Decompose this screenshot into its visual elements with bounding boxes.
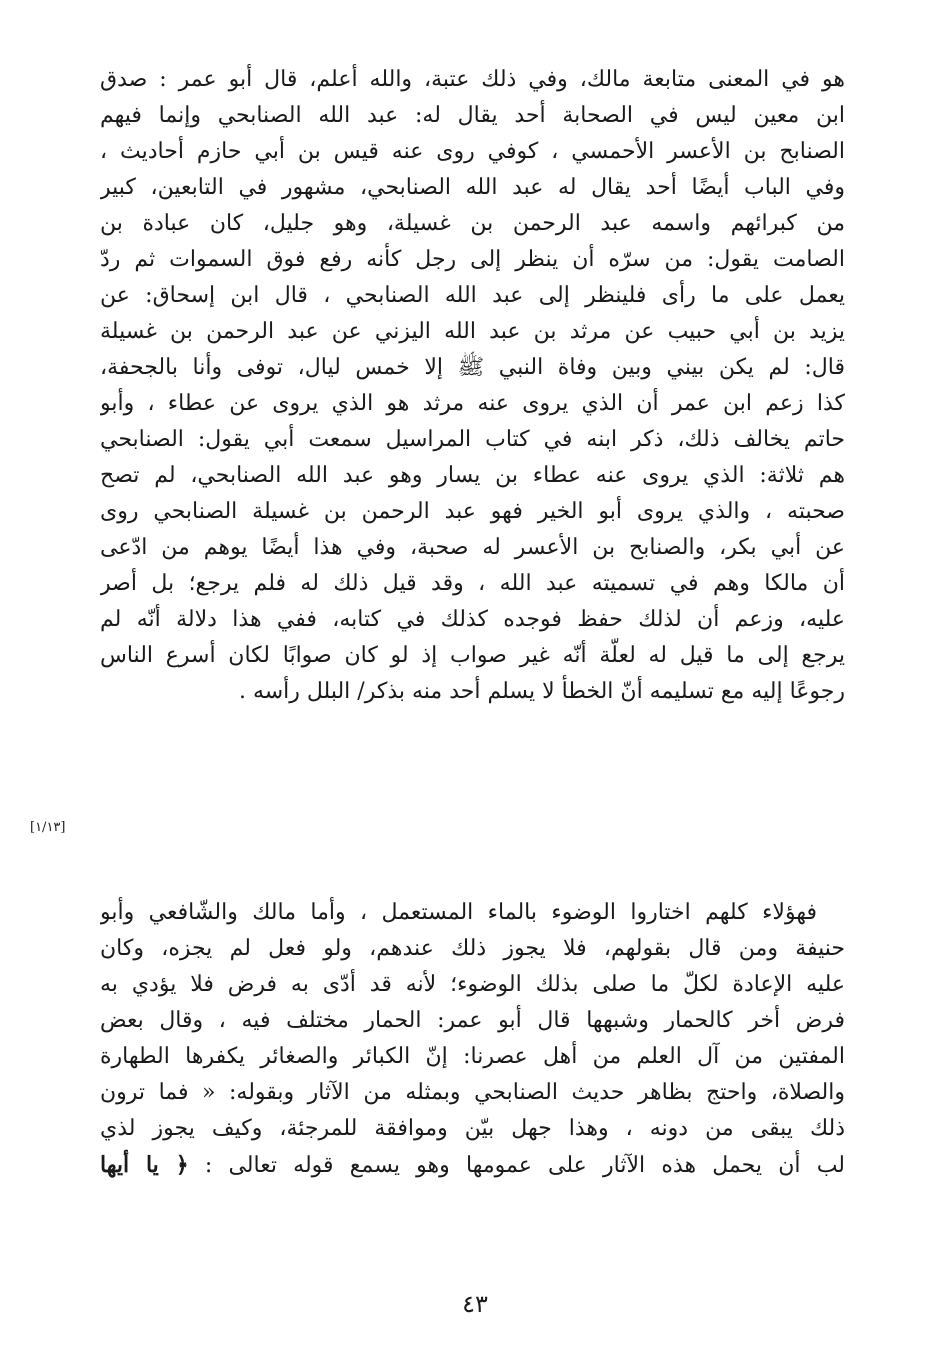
text-line: عليه الإعادة لكلّ ما صلى بذلك الوضوء؛ لأنه قد أدّى به فرض فلا يؤدي به	[100, 972, 845, 997]
text-line: حاتم يخالف ذلك، ذكر ابنه في كتاب المراسيل سمعت أبي يقول: الصنابحي	[100, 427, 845, 452]
text-line: يرجع إلى ما قيل له لعلّة أنّه غير صواب إذ لو كان صوابًا لكان أسرع الناس	[100, 643, 845, 668]
text-line: المفتين من آل العلم من أهل عصرنا: إنّ الكبائر والصغائر يكفرها الطهارة	[100, 1044, 845, 1069]
text-line: يزيد بن أبي حبيب عن مرثد بن عبد الله اليزني عن عبد الرحمن بن غسيلة	[100, 319, 845, 344]
quran-quote-opening: ﴿ يا أيها	[100, 1152, 189, 1178]
paragraph-2	[100, 895, 845, 1183]
text-line: فهؤلاء كلهم اختاروا الوضوء بالماء المستعمل ، وأما مالك والشّافعي وأبو	[100, 900, 817, 925]
text-line: وفي الباب أيضًا أحد يقال له عبد الله الصنابحي، مشهور في التابعين، كبير	[100, 175, 845, 200]
page-number: ٤٣	[462, 1290, 488, 1318]
text-line: عليه، وزعم أن لذلك حفظ فوجده كذلك في كتابه، ففي هذا دلالة أنّه لم	[100, 607, 845, 632]
text-line: فرض أخر كالحمار وشبهها قال أبو عمر: الحمار مختلف فيه ، وقال بعض	[100, 1008, 845, 1033]
text-line: قال: لم يكن بيني وبين وفاة النبي ﷺ إلا خمس ليال، توفى وأنا بالجحفة،	[100, 355, 845, 380]
text-line: الصنابح بن الأعسر الأحمسي ، كوفي روى عنه قيس بن أبي حازم أحاديث ،	[100, 139, 845, 164]
text-line: هو في المعنى متابعة مالك، وفي ذلك عتبة، والله أعلم، قال أبو عمر : صدق	[100, 67, 845, 92]
text-line: يعمل على ما رأى فلينظر إلى عبد الله الصنابحي ، قال ابن إسحاق: عن	[100, 283, 845, 308]
text-segment: لب أن يحمل هذه الآثار على عمومها وهو يسمع قوله تعالى :	[204, 1153, 845, 1178]
text-line: ابن معين ليس في الصحابة أحد يقال له: عبد الله الصنابحي وإنما فيهم	[100, 103, 845, 128]
text-line: من كبرائهم واسمه عبد الرحمن بن غسيلة، وهو جليل، كان عبادة بن	[100, 211, 845, 236]
text-line: هم ثلاثة: الذي يروى عنه عطاء بن يسار وهو عبد الله الصنابحي، لم تصح	[100, 463, 845, 488]
text-line: عن أبي بكر، والصنابح بن الأعسر له صحبة، وفي هذا أيضًا يوهم من ادّعى	[100, 535, 845, 560]
text-line: رجوعًا إليه مع تسليمه أنّ الخطأ لا يسلم أحد منه بذكر/ البلل رأسه .	[238, 679, 845, 704]
text-line: أن مالكا وهم في تسميته عبد الله ، وقد قيل ذلك له فلم يرجع؛ بل أصر	[100, 571, 845, 596]
paragraph-1	[100, 62, 845, 710]
text-line: صحبته ، والذي يروى أبو الخير فهو عبد الرحمن بن غسيلة الصنابحي روى	[100, 499, 845, 524]
text-line: ذلك يبقى من دونه ، وهذا جهل بيّن وموافقة للمرجئة، وكيف يجوز لذي	[100, 1116, 845, 1141]
text-line: الصامت يقول: من سرّه أن ينظر إلى رجل كأنه رفع فوق السموات ثم ردّ	[100, 247, 845, 272]
text-line-with-quran-opening	[100, 1147, 845, 1183]
text-line: حنيفة ومن قال بقولهم، فلا يجوز ذلك عندهم، ولو فعل لم يجزه، وكان	[100, 936, 845, 961]
text-line: والصلاة، واحتج بظاهر حديث الصنابحي وبمثله من الآثار وبقوله: « فما ترون	[100, 1080, 845, 1105]
margin-reference: [١/١٣]	[30, 820, 66, 835]
text-line: كذا زعم ابن عمر أن الذي يروى عنه مرثد هو الذي يروى عن عطاء ، وأبو	[100, 391, 845, 416]
